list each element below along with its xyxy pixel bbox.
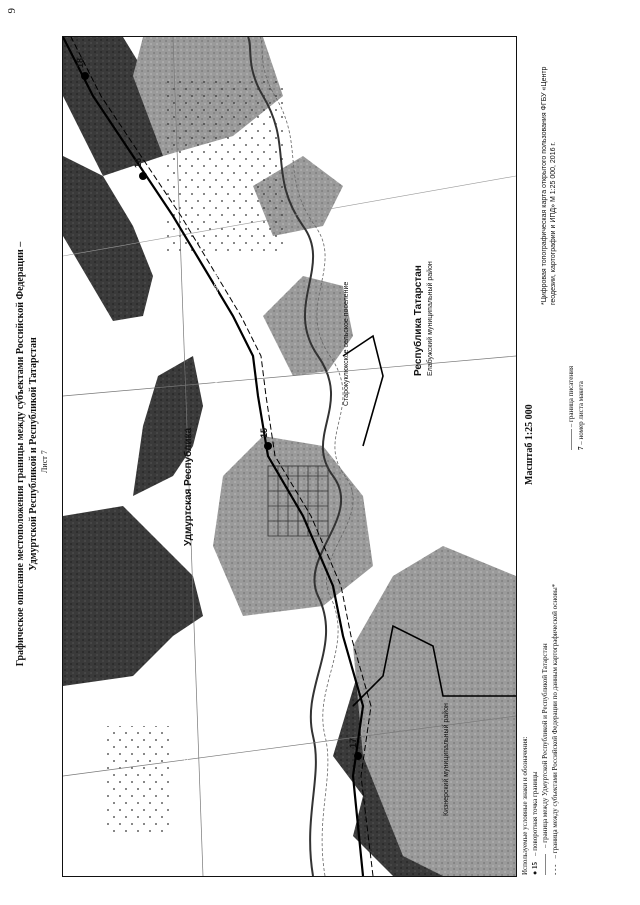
legend-item — [530, 355, 540, 875]
meadow-dots-left — [103, 726, 173, 836]
legend-text: – граница между Удмуртской Республикой и Республикой Татарстан — [541, 643, 549, 848]
scale-label: Масштаб 1:25 000 — [524, 404, 535, 485]
label-tatarstan: Республика Татарстан — [413, 265, 424, 376]
legend-text: – граница между субъектами Российской Федерации по данным картографической основы* — [551, 583, 559, 859]
legend-symbol: ——— — [541, 854, 549, 875]
forest-dark-mid — [63, 156, 153, 321]
legend-heading: Используемые условные знаки и обозначения: — [521, 736, 529, 875]
point-15-label: 15 — [259, 427, 269, 438]
label-udmurt: Удмуртская Республика — [183, 427, 194, 546]
label-grakhovsky: Муниципальный район Граховский — [213, 272, 220, 386]
point-16-marker — [139, 172, 147, 180]
legend — [520, 355, 560, 875]
point-18-label: 18 — [75, 57, 85, 68]
label-kizner: Кизнерский муниципальный район — [443, 703, 450, 816]
page-number: 9 — [6, 8, 18, 14]
legend-text: – номер листа макета — [577, 381, 585, 445]
legend-symbol: ● 15 — [531, 862, 539, 875]
map-frame — [62, 36, 517, 877]
legend-symbol: ——— — [567, 429, 575, 450]
title-line-1: Графическое описание местоположения границы между субъектами Российской Федерации – — [15, 241, 26, 667]
legend-item — [566, 366, 576, 450]
legend-symbol: - - - — [551, 864, 559, 875]
label-kizner-settlement: Муниципальный Кизнерский район — [183, 722, 190, 836]
point-15-marker — [264, 442, 272, 450]
label-elabuga: Елабужский муниципальный район — [427, 261, 434, 376]
legend-text: – поворотная точка границы — [531, 771, 539, 857]
forest-grey-centre — [213, 436, 373, 616]
title-line-2: Удмуртской Республикой и Республикой Татарстан — [28, 337, 39, 571]
footnote: *Цифровая топографическая карта открытого пользования ФГБУ «Центр геодезии, картографии и ИПД» М 1:25 000, 2016 г. — [541, 66, 557, 305]
legend-symbol: 7 — [577, 446, 585, 450]
point-17-marker — [354, 752, 362, 760]
point-17-label: 17 — [348, 737, 358, 748]
page-title — [14, 39, 40, 869]
legend-text: – граница писатения — [567, 365, 575, 428]
point-18-marker — [81, 72, 89, 80]
sheet-label: Лист 7 — [40, 450, 49, 473]
legend-item — [540, 355, 550, 875]
forest-dark-top — [63, 506, 203, 686]
point-16-label: 16 — [133, 157, 143, 168]
legend-right — [566, 366, 586, 450]
legend-item — [550, 355, 560, 875]
legend-item — [576, 366, 586, 450]
label-starokuklyukskoe: Старокуклюкское сельское поселение — [343, 281, 350, 406]
